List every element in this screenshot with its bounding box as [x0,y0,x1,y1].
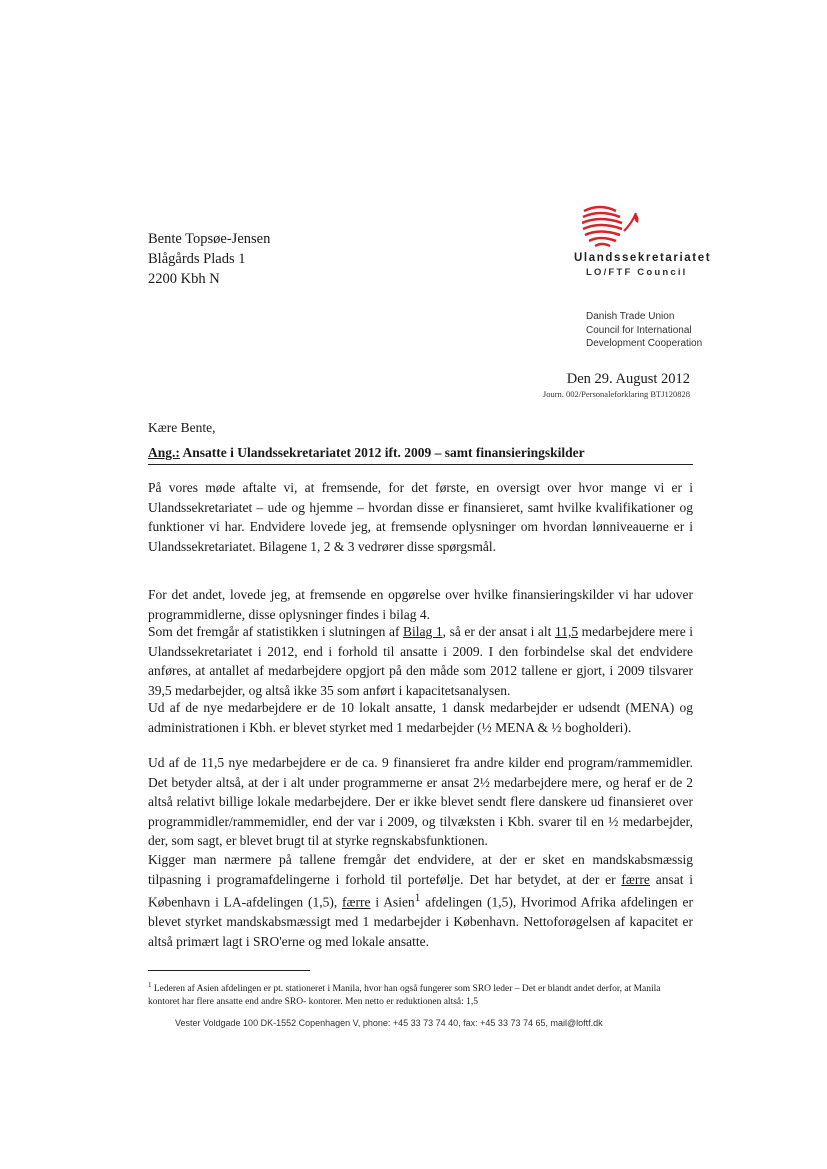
org-name: Ulandssekretariatet [574,252,712,264]
recipient-street: Blågårds Plads 1 [148,251,246,267]
letter-date: Den 29. August 2012 [566,371,690,387]
body-paragraph [148,850,693,951]
recipient-city: 2200 Kbh N [148,271,220,287]
body-paragraph [148,622,693,700]
footnote-divider [148,970,310,971]
emphasis-word: færre [342,894,371,910]
org-council: LO/FTF Council [586,267,688,278]
footnote-text: Lederen af Asien afdelingen er pt. stationeret i Manila, hvor han også fungerer som SRO leder – Det er blandt andet derfor, at Manila kontoret har flere ansatte end andre SRO- kontorer. Men netto er reduktionen altså: 1,5 [148,984,661,1007]
employee-count: 11,5 [554,624,579,639]
body-paragraph: Ud af de nye medarbejdere er de 10 lokalt ansatte, 1 dansk medarbejder er udsendt (MENA) og administrationen i Kbh. er blevet styrket med 1 medarbejder (½ MENA & ½ bogholderi). [148,700,693,735]
text-span: Som det fremgår af statistikken i slutningen af [148,624,404,639]
text-span: medarbejdere mere i Ulandssekretariatet i 2012, end i forhold til ansatte i 2009. I den forbindelse skal det endvidere anføres, at antallet af medarbejdere opgjort på den måde som 2012 tallene er gjort, i 2009 tilsvarer 39,5 medarbejder, og altså ikke 35 som anført i kapacitetsanalysen. [148,624,694,698]
footnote-reference: 1 [414,892,421,904]
body-paragraph: På vores møde aftalte vi, at fremsende, for det første, en oversigt over hvor mange vi er i Ulandssekretariatet – ude og hjemme – hvordan disse er finansieret, samt hvilke kvalifikationer og funktioner vi har. Endvidere lovede jeg, at fremsende oplysninger om hvordan lønniveauerne er i Ulandssekretariatet. Bilagene 1, 2 & 3 vedrører disse spørgsmål. [148,480,693,554]
org-english-line: Council for International [586,324,692,336]
org-english-name [586,310,702,351]
text-span: ansat i København i LA-afdelingen (1,5), [148,871,693,910]
recipient-address [148,229,270,289]
footnote [148,979,693,1008]
emphasis-word: færre [621,871,650,887]
text-span: , så er der ansat i alt [442,624,555,639]
footnote-number: 1 [148,981,152,989]
recipient-name: Bente Topsøe-Jensen [148,231,271,247]
journal-number: Journ. 002/Personaleforklaring BTJ120828 [542,389,690,399]
subject-prefix: Ang.: [148,445,180,460]
salutation: Kære Bente, [148,420,216,435]
text-span: Kigger man nærmere på tallene fremgår det endvidere, at der er sket en mandskabsmæssig tilpasning i programafdelingerne i forhold til portefølje. Det har betydet, at der er [148,852,693,887]
org-english-line: Development Cooperation [586,338,703,349]
footer-address: Vester Voldgade 100 DK-1552 Copenhagen V, phone: +45 33 73 74 40, fax: +45 33 73 74 65, mail@loftf.dk [175,1018,603,1028]
body-paragraph: Ud af de 11,5 nye medarbejdere er de ca. 9 finansieret fra andre kilder end program/rammemidler. Det betyder altså, at der i alt under programmerne er ansat 2½ medarbejdere mere, og heraf er de 2 altså relativt billige lokale medarbejdere. Der er ikke blevet sendt flere danskere ud finansieret over programmidler/rammemidler, end der var i 2009, og tilvæksten i Kbh. svarer til en ½ medarbejder, der, som sagt, er blevet brugt til at styrke regnskabsfunktionen. [148,755,693,848]
text-span: i Asien [370,894,415,910]
subject-text: Ansatte i Ulandssekretariatet 2012 ift. 2009 – samt finansieringskilder [182,445,585,460]
ulandssekretariatet-logo-icon [582,203,642,249]
org-english-line: Danish Trade Union [586,311,675,322]
text-span: afdelingen (1,5), Hvorimod Afrika afdelingen er blevet styrket mandskabsmæssigt med 1 medarbejder i København. Nettoforøgelsen af kapacitet er altså primært lagt i SRO'erne og med lokale ansatte. [148,894,693,949]
body-paragraph: For det andet, lovede jeg, at fremsende en opgørelse over hvilke finansieringskilder vi har udover programmidlerne, disse oplysninger findes i bilag 4. [148,587,693,622]
bilag-reference: Bilag 1 [403,624,443,639]
subject-line [148,445,693,465]
